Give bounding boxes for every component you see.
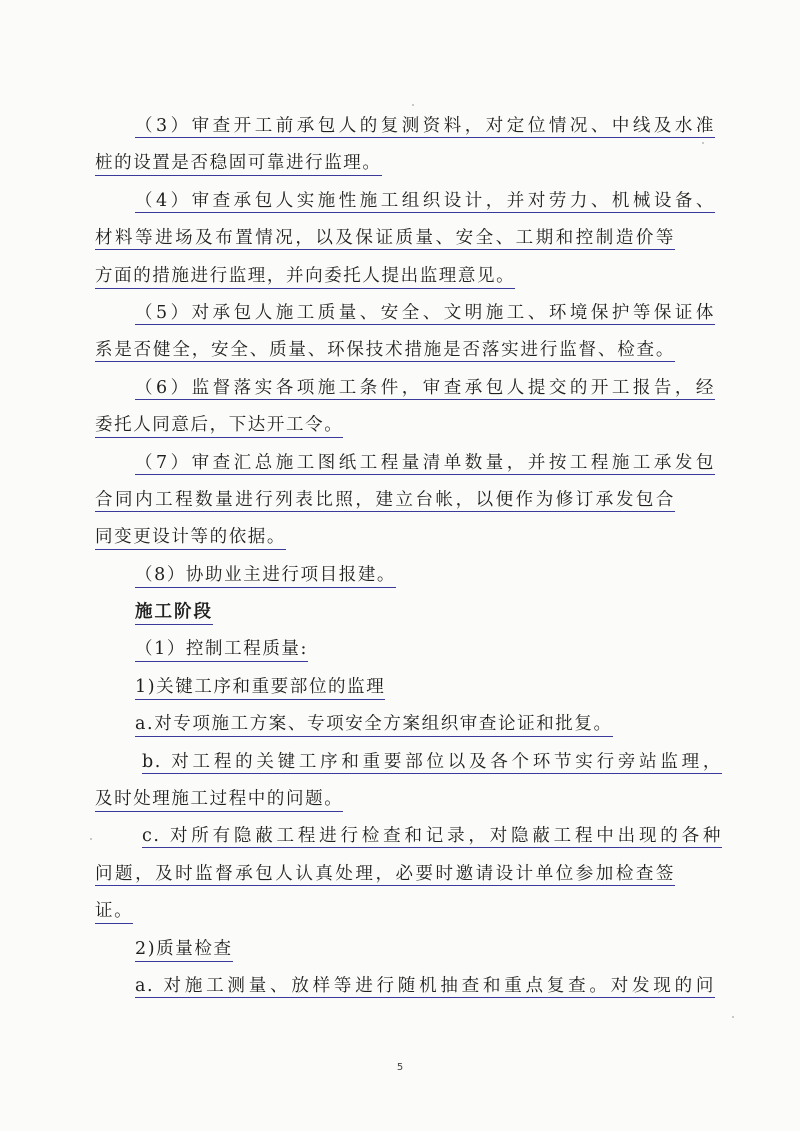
underlined-text: 及时处理施工过程中的问题。: [95, 788, 343, 812]
page-number: 5: [396, 1062, 404, 1073]
text-line: [95, 183, 715, 220]
text-line: [95, 295, 715, 332]
text-line: [95, 893, 675, 930]
underlined-text: （5）对承包人施工质量、安全、文明施工、环境保护等保证体: [135, 302, 715, 323]
underlined-text: b. 对工程的关键工序和重要部位以及各个环节实行旁站监理，: [142, 751, 722, 772]
underlined-text: 材料等进场及布置情况，以及保证质量、安全、工期和控制造价等: [95, 228, 675, 249]
underlined-text: （7）审查汇总施工图纸工程量清单数量，并按工程施工承发包: [135, 452, 715, 473]
text-line: [95, 407, 675, 444]
underlined-text: 系是否健全，安全、质量、环保技术措施是否落实进行监督、检查。: [95, 340, 675, 361]
text-line: [95, 445, 715, 482]
text-line: [95, 557, 675, 594]
body-text: [95, 108, 722, 1005]
text-line: [95, 669, 675, 706]
text-line: [95, 482, 675, 519]
underlined-text: （3）审查开工前承包人的复测资料，对定位情况、中线及水准: [135, 116, 715, 136]
text-line: [95, 145, 675, 182]
underlined-text: 1)关键工序和重要部位的监理: [135, 676, 385, 700]
text-line: [95, 370, 715, 407]
underlined-text: 2)质量检查: [135, 938, 233, 962]
scan-speck: [702, 142, 704, 144]
underlined-text: 委托人同意后，下达开工令。: [95, 414, 343, 438]
text-line: [95, 744, 722, 781]
text-line: [95, 220, 675, 257]
text-line: [95, 856, 675, 893]
underlined-text: 合同内工程数量进行列表比照，建立台帐，以便作为修订承发包合: [95, 489, 675, 510]
scan-speck: [732, 1016, 734, 1018]
scan-speck: [412, 104, 414, 106]
text-line: [95, 631, 675, 668]
text-line: [95, 931, 675, 968]
text-line: [95, 108, 715, 145]
text-line: [95, 706, 675, 743]
text-line: [95, 968, 715, 1005]
underlined-text: a.对专项施工方案、专项安全方案组织审查论证和批复。: [135, 713, 613, 737]
underlined-text: 问题，及时监督承包人认真处理，必要时邀请设计单位参加检查签: [95, 863, 675, 884]
underlined-text: 同变更设计等的依据。: [95, 526, 286, 550]
text-line: [95, 818, 722, 855]
underlined-text: （1）控制工程质量:: [135, 638, 308, 662]
text-line: [95, 594, 675, 631]
underlined-text: 证。: [95, 900, 133, 924]
underlined-text: 施工阶段: [135, 601, 213, 625]
text-line: [95, 258, 675, 295]
underlined-text: a. 对施工测量、放样等进行随机抽查和重点复查。对发现的问: [135, 975, 715, 996]
scan-speck: [90, 838, 92, 840]
underlined-text: （4）审查承包人实施性施工组织设计，并对劳力、机械设备、: [135, 190, 715, 211]
text-line: [95, 781, 675, 818]
underlined-text: （8）协助业主进行项目报建。: [135, 564, 396, 588]
text-line: [95, 332, 675, 369]
text-line: [95, 519, 675, 556]
underlined-text: （6）监督落实各项施工条件，审查承包人提交的开工报告，经: [135, 377, 715, 398]
underlined-text: 桩的设置是否稳固可靠进行监理。: [95, 152, 382, 176]
underlined-text: 方面的措施进行监理，并向委托人提出监理意见。: [95, 265, 515, 289]
underlined-text: c. 对所有隐蔽工程进行检查和记录，对隐蔽工程中出现的各种: [142, 826, 722, 847]
